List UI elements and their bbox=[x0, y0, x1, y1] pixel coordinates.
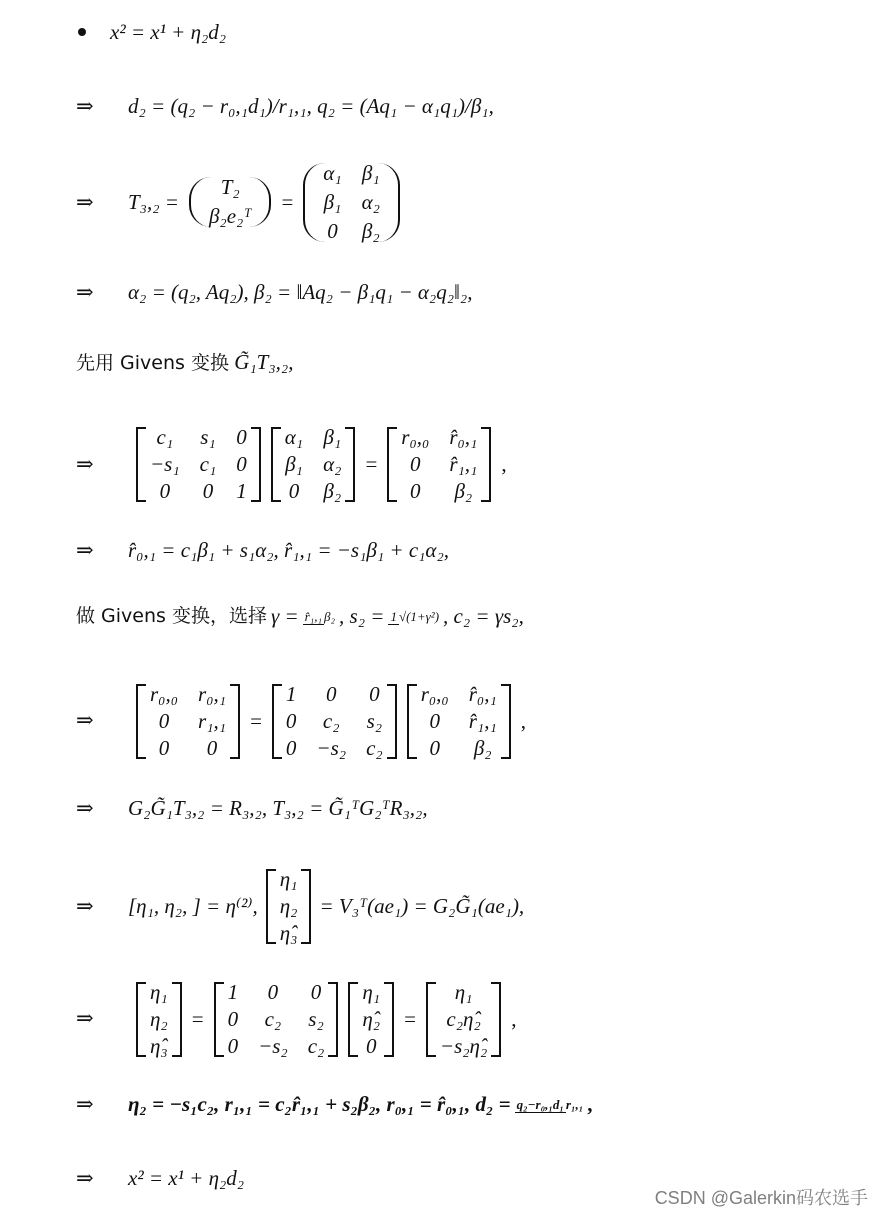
implies-arrow: ⇒ bbox=[76, 708, 94, 732]
matrix-cell: c₁ bbox=[156, 424, 174, 449]
matrix-cell: s₁ bbox=[200, 424, 216, 449]
g1-matrix bbox=[136, 424, 261, 503]
matrix-cell: β₁ bbox=[323, 424, 342, 449]
eta-matrix bbox=[266, 866, 312, 945]
implies-arrow: ⇒ bbox=[76, 538, 94, 562]
frac-num: r̂₁,₁ bbox=[304, 609, 323, 624]
gamma-frac bbox=[303, 610, 335, 623]
matrix-cell: η̂₃ bbox=[150, 1033, 168, 1058]
matrix-cell: 0 bbox=[227, 1033, 239, 1058]
matrix-cell: η̂₂ bbox=[362, 1006, 381, 1031]
matrix-cell: r̂₀,₁ bbox=[449, 424, 478, 449]
matrix-cell: 0 bbox=[236, 424, 247, 449]
comma: , bbox=[520, 708, 526, 733]
matrix-cell: −s₂η̂₂ bbox=[439, 1033, 488, 1058]
matrix-cell: s₂ bbox=[366, 708, 383, 733]
matrix-cell: η₂ bbox=[150, 1006, 168, 1031]
matrix-cell: 1 bbox=[285, 681, 297, 706]
matrix-cell: β₁ bbox=[285, 451, 303, 476]
matrix-cell: s₂ bbox=[308, 1006, 324, 1031]
eq-d2: d₂ = (q₂ − r₀,₁d₁)/r₁,₁, q₂ = (Aq₁ − α₁q₁)/β₁, bbox=[128, 94, 494, 118]
matrix-cell: α₁ bbox=[284, 424, 304, 449]
matrix-cell: 0 bbox=[310, 979, 322, 1004]
g2b-matrix bbox=[214, 979, 339, 1058]
frac-den: r₁,₁ bbox=[565, 1097, 584, 1112]
eq-g2g1: G₂G̃₁T₃,₂ = R₃,₂, T₃,₂ = G̃₁ᵀG₂ᵀR₃,₂, bbox=[128, 796, 428, 820]
matrix-cell: β₁ bbox=[361, 160, 380, 185]
g2-matrix bbox=[272, 681, 397, 760]
matrix-cell: T₂ bbox=[220, 175, 240, 199]
matrix-cell: η₂ bbox=[279, 893, 298, 918]
t32-values-matrix bbox=[303, 160, 400, 243]
matrix-cell: 0 bbox=[227, 1006, 239, 1031]
matrix-cell: α₁ bbox=[323, 160, 342, 185]
equals: = bbox=[404, 1006, 416, 1031]
matrix-cell: 0 bbox=[325, 681, 337, 706]
givens-choose: 做 Givens 变换，选择 bbox=[76, 605, 267, 627]
matrix-cell: 0 bbox=[365, 1033, 377, 1058]
implies-arrow: ⇒ bbox=[76, 452, 94, 476]
eta-lhs-matrix bbox=[136, 979, 182, 1058]
comma: , bbox=[511, 1006, 517, 1031]
matrix-cell: −s₂ bbox=[316, 735, 347, 760]
eta-vector-eq: [η₁, η₂, ] = η⁽²⁾, bbox=[128, 893, 258, 918]
matrix-cell: c₂ bbox=[366, 735, 383, 760]
matrix-cell: β₂e₂ᵀ bbox=[208, 204, 252, 228]
comma: , bbox=[587, 1092, 593, 1116]
eq-x2: x² = x¹ + η₂d₂ bbox=[110, 20, 227, 44]
equals: = bbox=[191, 1006, 204, 1031]
matrix-cell: r̂₁,₁ bbox=[449, 451, 478, 476]
matrix-cell: 0 bbox=[429, 708, 440, 733]
matrix-cell: c₂ bbox=[322, 708, 340, 733]
comma: , bbox=[501, 451, 507, 476]
eq-alpha2: α₂ = (q₂, Aq₂), β₂ = ‖Aq₂ − β₁q₁ − α₂q₂‖₂, bbox=[128, 280, 473, 304]
eq-x2-final: x² = x¹ + η₂d₂ bbox=[128, 1166, 245, 1190]
matrix-cell: β₂ bbox=[361, 218, 380, 243]
d2-frac bbox=[515, 1098, 584, 1111]
matrix-cell: α₂ bbox=[361, 189, 380, 214]
matrix-cell: 0 bbox=[410, 451, 421, 476]
implies-arrow: ⇒ bbox=[76, 796, 94, 820]
matrix-cell: 0 bbox=[288, 478, 300, 503]
matrix-cell: 1 bbox=[236, 478, 247, 503]
eta-result-matrix bbox=[426, 979, 501, 1058]
matrix-cell: β₂ bbox=[454, 478, 473, 503]
matrix-cell: 0 bbox=[158, 708, 170, 733]
s2-eq: , s₂ = bbox=[339, 604, 385, 628]
matrix-cell: 1 bbox=[227, 979, 239, 1004]
matrix-cell: β₂ bbox=[473, 735, 492, 760]
line-5 bbox=[76, 352, 293, 373]
matrix-cell: r₁,₁ bbox=[198, 708, 227, 733]
matrix-cell: 0 bbox=[429, 735, 440, 760]
frac-num: q₂−r₀,₁d₁ bbox=[516, 1097, 564, 1112]
line-8 bbox=[76, 606, 524, 627]
eq-final-bold: η₂ = −s₁c₂, r₁,₁ = c₂r̂₁,₁ + s₂β₂, r₀,₁ = r̂₀,₁, d₂ = bbox=[128, 1092, 511, 1116]
matrix-cell: 0 bbox=[267, 979, 279, 1004]
matrix-cell: −s₂ bbox=[258, 1033, 288, 1058]
csdn-watermark: CSDN @Galerkin码农选手 bbox=[654, 1188, 868, 1208]
equals: = bbox=[281, 189, 294, 214]
matrix-cell: 0 bbox=[369, 681, 380, 706]
matrix-cell: η₁ bbox=[279, 866, 298, 891]
implies-arrow: ⇒ bbox=[76, 1006, 94, 1030]
eq-g1t: G̃₁T₃,₂, bbox=[234, 350, 294, 374]
line-1 bbox=[110, 22, 226, 43]
matrix-cell: 0 bbox=[236, 451, 247, 476]
matrix-cell: 0 bbox=[206, 735, 218, 760]
s2-frac bbox=[388, 610, 439, 623]
gamma-eq: γ = bbox=[270, 604, 299, 628]
result1-matrix bbox=[387, 424, 491, 503]
matrix-cell: 0 bbox=[327, 218, 338, 243]
matrix-cell: 0 bbox=[202, 478, 214, 503]
frac-den: √(1+γ²) bbox=[398, 609, 440, 624]
frac-num: 1 bbox=[390, 609, 397, 624]
matrix-cell: 0 bbox=[158, 735, 170, 760]
matrix-cell: −s₁ bbox=[150, 451, 180, 476]
matrix-cell: 0 bbox=[410, 478, 421, 503]
implies-arrow: ⇒ bbox=[76, 190, 94, 214]
t32-label: T₃,₂ = bbox=[128, 189, 179, 214]
matrix-cell: η₁ bbox=[150, 979, 168, 1004]
matrix-cell: r₀,₀ bbox=[150, 681, 179, 706]
implies-arrow: ⇒ bbox=[76, 1092, 94, 1116]
matrix-cell: η₁ bbox=[454, 979, 473, 1004]
eta-mid-matrix bbox=[348, 979, 394, 1058]
eq-v3: = V₃ᵀ(ae₁) = G₂G̃₁(ae₁), bbox=[319, 893, 525, 918]
matrix-cell: r₀,₁ bbox=[198, 681, 227, 706]
matrix-cell: c₂ bbox=[264, 1006, 282, 1031]
matrix-cell: c₂η̂₂ bbox=[446, 1006, 481, 1031]
eq-rhat: r̂₀,₁ = c₁β₁ + s₁α₂, r̂₁,₁ = −s₁β₁ + c₁α₂, bbox=[128, 538, 450, 562]
result2-matrix bbox=[407, 681, 511, 760]
matrix-cell: 0 bbox=[159, 478, 171, 503]
matrix-cell: 0 bbox=[285, 735, 297, 760]
matrix-cell: η₁ bbox=[362, 979, 381, 1004]
implies-arrow: ⇒ bbox=[76, 280, 94, 304]
matrix-cell: c₁ bbox=[199, 451, 217, 476]
givens-intro: 先用 Givens 变换 bbox=[76, 352, 229, 374]
c2-eq: , c₂ = γs₂, bbox=[443, 604, 524, 628]
equals: = bbox=[250, 708, 262, 733]
bullet-dot bbox=[78, 28, 86, 36]
implies-arrow: ⇒ bbox=[76, 1166, 94, 1190]
implies-arrow: ⇒ bbox=[76, 894, 94, 918]
matrix-cell: η̂₃ bbox=[279, 920, 298, 945]
frac-den: β₂ bbox=[324, 609, 336, 624]
matrix-cell: β₁ bbox=[323, 189, 342, 214]
t32-matrix bbox=[271, 424, 356, 503]
implies-arrow: ⇒ bbox=[76, 94, 94, 118]
equals: = bbox=[365, 451, 378, 476]
r-matrix bbox=[136, 681, 240, 760]
t2-matrix bbox=[189, 177, 272, 227]
matrix-cell: r₀,₀ bbox=[401, 424, 430, 449]
matrix-cell: c₂ bbox=[307, 1033, 325, 1058]
matrix-cell: β₂ bbox=[323, 478, 342, 503]
matrix-cell: α₂ bbox=[323, 451, 342, 476]
matrix-cell: r̂₁,₁ bbox=[468, 708, 497, 733]
matrix-cell: r₀,₀ bbox=[420, 681, 449, 706]
matrix-cell: r̂₀,₁ bbox=[468, 681, 497, 706]
matrix-cell: 0 bbox=[285, 708, 297, 733]
